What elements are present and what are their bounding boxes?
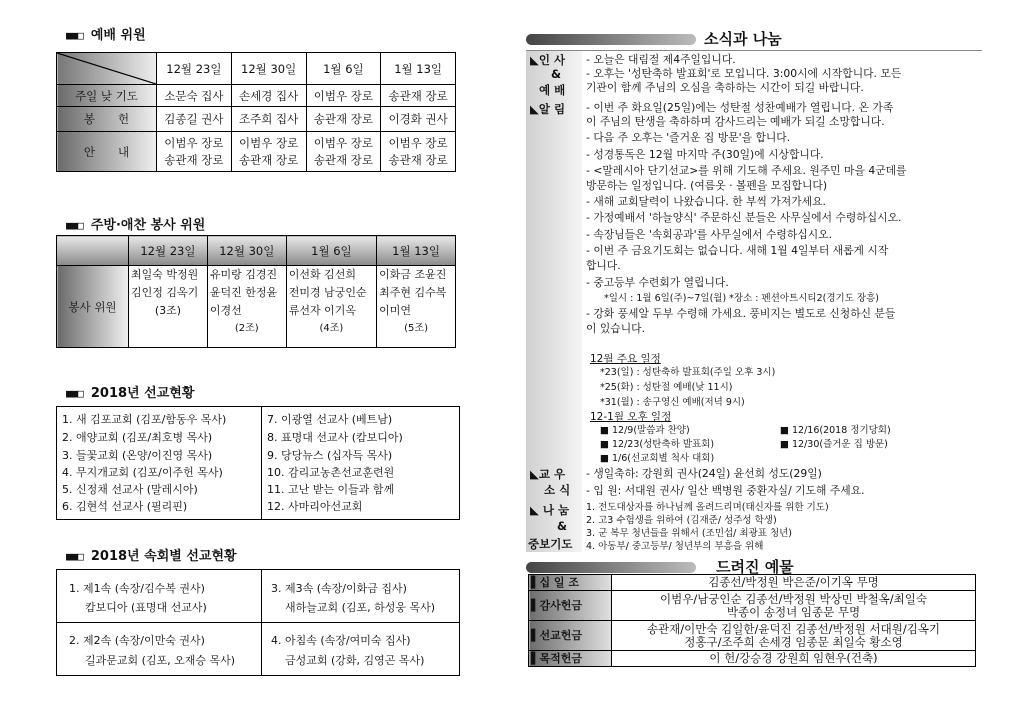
district-church: 길과문교회 (김포, 오재승 목사) bbox=[85, 654, 236, 667]
title-bar-decoration bbox=[526, 562, 696, 573]
worship-heading bbox=[66, 24, 146, 43]
offering-names bbox=[612, 575, 976, 591]
district-title: 2018년 속회별 선교현황 bbox=[90, 549, 237, 564]
table-cell: 이범우 장로 송관재 장로 bbox=[306, 132, 381, 172]
news-line: - 오늘은 대림절 제4주일입니다. bbox=[586, 53, 736, 66]
list-item: 4. 무지개교회 (김포/이주헌 목사) bbox=[62, 466, 223, 479]
date-header: 1월 13일 bbox=[381, 53, 456, 85]
afternoon-item: ■ 1/6(선교회별 척사 대회) bbox=[600, 453, 715, 464]
district-item: 4. 아침속 (속장/여미숙 집사) bbox=[271, 634, 411, 647]
schedule-item: *31(월) : 송구영신 예배(저녁 9시) bbox=[600, 397, 745, 408]
mission-box bbox=[56, 406, 460, 520]
team-line: 윤덕진 한정윤 bbox=[209, 286, 278, 299]
team-group: (3조) bbox=[154, 304, 182, 317]
team-cell bbox=[129, 266, 208, 348]
district-box bbox=[56, 569, 460, 676]
afternoon-item: ■ 12/23(성탄축하 발표회) bbox=[600, 439, 715, 450]
news-line: - 새해 교회달력이 나왔습니다. 한 부씩 가져가세요. bbox=[586, 195, 826, 208]
news-line: - 중고등부 수련회가 열립니다. bbox=[586, 276, 729, 289]
prayer-item: 2. 고3 수험생을 위하여 (김재준/ 성주성 학생) bbox=[586, 515, 777, 526]
list-item: 5. 신정채 선교사 (말레시아) bbox=[62, 483, 198, 496]
row-label: 봉 헌 bbox=[57, 107, 157, 132]
column-divider bbox=[261, 407, 262, 519]
offering-label: ▌선교헌금 bbox=[529, 621, 612, 651]
table-cell: 이범우 장로 송관재 장로 bbox=[381, 132, 456, 172]
team-line: 전미경 남궁인순 bbox=[288, 286, 367, 299]
table-cell: 이범우 장로 bbox=[306, 85, 381, 107]
list-item: 7. 이광열 선교사 (베트남) bbox=[267, 413, 393, 426]
news-line: - 입 원: 서대원 권사/ 일산 백병원 중환자실/ 기도해 주세요. bbox=[586, 484, 865, 497]
kitchen-heading bbox=[66, 214, 205, 233]
date-header: 12월 23일 bbox=[157, 53, 232, 85]
list-item: 12. 사마리아선교회 bbox=[267, 500, 363, 513]
date-header: 12월 30일 bbox=[207, 236, 286, 266]
team-line: 류선자 이기옥 bbox=[288, 304, 356, 317]
top-rule bbox=[526, 50, 982, 51]
offering-label: ▌목적헌금 bbox=[529, 651, 612, 667]
heading-marks: ■■□ bbox=[66, 387, 83, 400]
team-group: (4조) bbox=[319, 323, 344, 334]
news-line: 방문하는 일정입니다. (여름옷 · 볼펜을 모집합니다) bbox=[586, 179, 828, 192]
title-bar-decoration bbox=[526, 34, 696, 45]
date-header: 12월 23일 bbox=[129, 236, 208, 266]
team-line: 최주현 김수복 bbox=[379, 286, 447, 299]
news-line: - <말레시아 단기선교>를 위해 기도해 주세요. 원주민 마을 4군데를 bbox=[586, 164, 907, 177]
row-divider bbox=[57, 622, 459, 623]
table-corner bbox=[57, 236, 129, 266]
news-line: - 강화 풍세알 두부 수령해 가세요. 풍비지는 별도로 신청하신 분들 bbox=[586, 307, 896, 320]
heading-marks: ■■□ bbox=[66, 29, 83, 42]
news-line: 이 있습니다. bbox=[586, 322, 646, 335]
offering-label: ▌십 일 조 bbox=[529, 575, 612, 591]
team-line: 최일숙 박정원 bbox=[131, 268, 199, 281]
notice-label: ◣알 림 bbox=[530, 102, 566, 116]
kitchen-table bbox=[56, 235, 456, 348]
offering-label: ▌감사헌금 bbox=[529, 591, 612, 621]
district-church: 캄보디아 (표명대 선교사) bbox=[85, 601, 207, 614]
news-line: - 가정예배서 '하늘양식' 주문하신 분들은 사무실에서 수령하십시오. bbox=[586, 211, 902, 224]
list-item: 1. 새 김포교회 (김포/함동우 목사) bbox=[62, 413, 227, 426]
date-header: 1월 13일 bbox=[377, 236, 456, 266]
list-item: 6. 김현석 선교사 (필리핀) bbox=[62, 500, 188, 513]
offering-names bbox=[612, 651, 976, 667]
district-church: 금성교회 (강화, 김영곤 목사) bbox=[285, 654, 425, 667]
offering-names bbox=[612, 591, 976, 621]
district-item: 1. 제1속 (속장/김수복 권사) bbox=[69, 582, 205, 595]
district-item: 2. 제2속 (속장/이만숙 권사) bbox=[69, 634, 205, 647]
share-label-amp: & bbox=[557, 519, 568, 533]
list-item: 3. 들꽃교회 (온양/이진영 목사) bbox=[62, 449, 213, 462]
offering-line: 이범우/남궁인순 김종선/박정원 박상민 박철옥/최일숙 bbox=[660, 591, 927, 606]
prayer-item: 3. 군 복무 청년들을 위해서 (조민섭/ 최광표 청년) bbox=[586, 528, 793, 539]
table-cell: 손세경 집사 bbox=[231, 85, 306, 107]
prayer-item: 1. 전도대상자를 하나님께 올려드리며(태신자를 위한 기도) bbox=[586, 502, 829, 513]
team-line: 이경선 bbox=[209, 304, 242, 317]
list-item: 2. 애양교회 (김포/최호병 목사) bbox=[62, 431, 213, 444]
table-cell: 송관재 장로 bbox=[306, 107, 381, 132]
news-line: 기관이 함께 주님의 오심을 축하하는 시간이 되길 바랍니다. bbox=[586, 81, 864, 94]
team-line: 유미랑 김경진 bbox=[209, 268, 278, 281]
table-cell: 조주희 집사 bbox=[231, 107, 306, 132]
heading-marks: ■■□ bbox=[66, 550, 83, 563]
district-item: 3. 제3속 (속장/이화금 집사) bbox=[271, 582, 407, 595]
offering-line: 이 헌/강승경 강원희 임현우(건축) bbox=[709, 651, 878, 665]
table-cell: 이경화 권사 bbox=[381, 107, 456, 132]
team-cell bbox=[286, 266, 376, 348]
member-label: ◣교 우 bbox=[530, 467, 566, 481]
table-cell: 소문숙 집사 bbox=[157, 85, 232, 107]
date-header: 1월 6일 bbox=[306, 53, 381, 85]
date-header: 12월 30일 bbox=[231, 53, 306, 85]
schedule-item: *23(일) : 성탄축하 발표회(주일 오후 3시) bbox=[600, 367, 776, 378]
offering-line: 김종선/박정원 박은준/이기옥 무명 bbox=[708, 575, 879, 589]
row-label: 주일 낮 기도 bbox=[57, 85, 157, 107]
news-line: - 성경통독은 12월 마지막 주(30일)에 시상합니다. bbox=[586, 148, 824, 161]
greeting-label-amp: & bbox=[551, 67, 562, 81]
list-item: 10. 감리교농촌선교훈련원 bbox=[267, 466, 395, 479]
team-group: (2조) bbox=[234, 323, 259, 334]
offering-table bbox=[528, 574, 976, 667]
district-heading bbox=[66, 545, 237, 564]
offering-title: 드려진 예물 bbox=[716, 558, 794, 576]
news-line: - 오후는 '성탄축하 발표회'로 모입니다. 3:00시에 시작합니다. 모든 bbox=[586, 67, 902, 80]
row-label: 봉사 위원 bbox=[57, 266, 129, 348]
news-line: 합니다. bbox=[586, 259, 621, 272]
date-header: 1월 6일 bbox=[286, 236, 376, 266]
table-cell: 송관재 장로 bbox=[381, 85, 456, 107]
district-church: 새하늘교회 (김포, 하성웅 목사) bbox=[285, 601, 436, 614]
table-corner bbox=[57, 53, 157, 85]
table-cell: 이범우 장로 송관재 장로 bbox=[231, 132, 306, 172]
schedule-item: *25(화) : 성탄절 예배(낮 11시) bbox=[600, 382, 733, 393]
list-item: 11. 고난 받는 이들과 함께 bbox=[267, 483, 395, 496]
offering-line: 박종이 송정녀 임종문 무명 bbox=[726, 604, 861, 619]
team-line: 김인정 김옥기 bbox=[131, 286, 199, 299]
team-cell bbox=[207, 266, 286, 348]
news-line: - 다음 주 오후는 '즐거운 집 방문'을 합니다. bbox=[586, 131, 791, 144]
afternoon-title: 12-1월 오후 일정 bbox=[590, 411, 672, 423]
worship-table bbox=[56, 52, 456, 172]
offering-names bbox=[612, 621, 976, 651]
news-title: 소식과 나눔 bbox=[704, 30, 782, 48]
list-item: 8. 표명대 선교사 (캄보디아) bbox=[267, 431, 403, 444]
team-group: (5조) bbox=[404, 323, 428, 334]
offering-line: 정홍구/조주희 손세경 임종문 최일숙 황소영 bbox=[684, 634, 903, 649]
news-line: - 이번 주 화요일(25일)에는 성탄절 성찬예배가 열립니다. 온 가족 bbox=[586, 101, 894, 114]
worship-title: 예배 위원 bbox=[90, 28, 146, 43]
table-cell: 김종길 권사 bbox=[157, 107, 232, 132]
schedule-title: 12월 주요 일정 bbox=[590, 353, 661, 365]
share-label-2: 중보기도 bbox=[528, 537, 573, 551]
team-line: 이화금 조윤진 bbox=[379, 268, 447, 281]
afternoon-item: ■ 12/9(말씀과 찬양) bbox=[600, 425, 690, 436]
news-line: - 생일축하: 강원희 권사(24일) 윤선희 성도(29일) bbox=[586, 467, 822, 480]
news-line: - 이번 주 금요기도회는 없습니다. 새해 1월 4일부터 새롭게 시작 bbox=[586, 244, 889, 257]
retreat-info: *일시 : 1월 6일(주)~7일(월) *장소 : 펜션아트시티2(경기도 장흥) bbox=[604, 293, 879, 304]
table-cell: 이범우 장로 송관재 장로 bbox=[157, 132, 232, 172]
heading-marks: ■■□ bbox=[66, 219, 83, 232]
mission-heading bbox=[66, 382, 194, 401]
afternoon-item: ■ 12/16(2018 정기당회) bbox=[780, 425, 891, 436]
list-item: 9. 당당뉴스 (십자득 목사) bbox=[267, 449, 393, 462]
kitchen-title: 주방·애찬 봉사 위원 bbox=[90, 218, 206, 233]
prayer-item: 4. 아동부/ 중고등부/ 청년부의 부흥을 위해 bbox=[586, 541, 764, 552]
greeting-label: ◣인 사 bbox=[530, 53, 566, 67]
team-line: 이미연 bbox=[379, 304, 412, 317]
mission-title: 2018년 선교현황 bbox=[90, 386, 195, 401]
share-label: ◣ 나 눔 bbox=[530, 503, 570, 517]
member-label-2: 소 식 bbox=[544, 483, 571, 497]
news-line: - 속장님들은 '속회공과'를 사무실에서 수령하십시오. bbox=[586, 228, 833, 241]
news-line: 이 주님의 탄생을 축하하며 감사드리는 예배가 되길 소망합니다. bbox=[586, 115, 885, 128]
afternoon-item: ■ 12/30(즐거운 집 방문) bbox=[780, 439, 888, 450]
team-line: 이선화 김선희 bbox=[288, 268, 356, 281]
greeting-label-2: 예 배 bbox=[539, 83, 566, 97]
offering-line: 송관재/이만숙 김일한/윤덕진 김종선/박정원 서대원/김옥기 bbox=[646, 621, 941, 636]
row-label: 안 내 bbox=[57, 132, 157, 172]
team-cell bbox=[377, 266, 456, 348]
